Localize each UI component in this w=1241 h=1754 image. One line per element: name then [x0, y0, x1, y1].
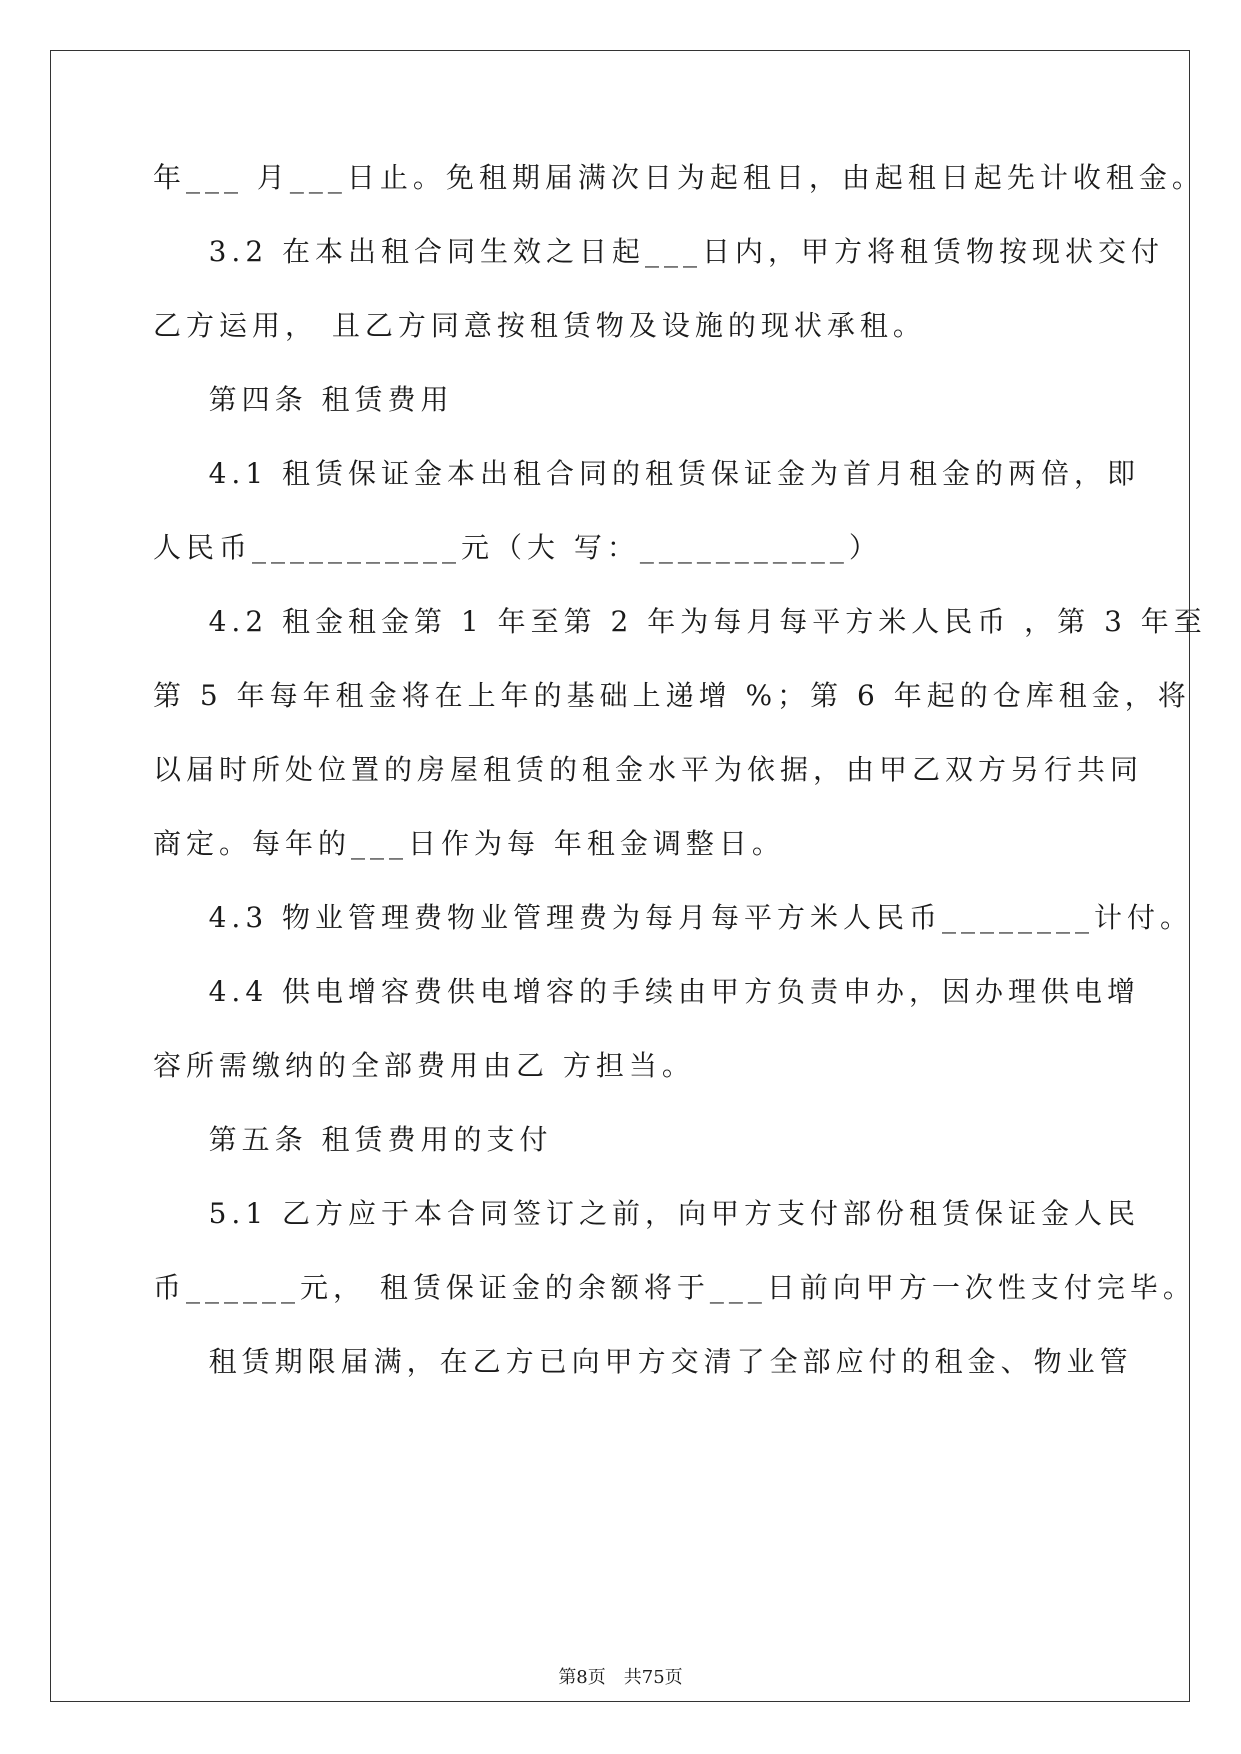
text-line: 商定。每年的___日作为每 年租金调整日。	[153, 827, 785, 860]
text-line: 第 5 年每年租金将在上年的基础上递增 %；第 6 年起的仓库租金，将	[153, 679, 1191, 712]
text-line: 4.2 租金租金第 1 年至第 2 年为每月每平方米人民币 ，第 3 年至	[153, 605, 1207, 638]
total-pages: 共75页	[623, 1667, 683, 1688]
text-line: 租赁期限届满，在乙方已向甲方交清了全部应付的租金、物业管	[153, 1345, 1133, 1378]
text-line: 人民币___________元（大 写：___________）	[153, 531, 882, 564]
text-line: 年___ 月___日止。免租期届满次日为起租日，由起租日起先计收租金。	[153, 161, 1205, 194]
text-line: 5.1 乙方应于本合同签订之前，向甲方支付部份租赁保证金人民	[153, 1197, 1141, 1230]
text-line: 以届时所处位置的房屋租赁的租金水平为依据，由甲乙双方另行共同	[153, 753, 1144, 786]
section-heading: 第五条 租赁费用的支付	[153, 1123, 553, 1156]
page-border	[50, 50, 1190, 1702]
text-line: 币______元， 租赁保证金的余额将于___日前向甲方一次性支付完毕。	[153, 1271, 1196, 1304]
text-line: 4.4 供电增容费供电增容的手续由甲方负责申办，因办理供电增	[153, 975, 1141, 1008]
text-line: 容所需缴纳的全部费用由乙 方担当。	[153, 1049, 695, 1082]
text-line: 4.1 租赁保证金本出租合同的租赁保证金为首月租金的两倍，即	[153, 457, 1141, 490]
page-number: 第8页	[558, 1667, 606, 1688]
text-line: 3.2 在本出租合同生效之日起___日内，甲方将租赁物按现状交付	[153, 235, 1165, 268]
text-line: 乙方运用， 且乙方同意按租赁物及设施的现状承租。	[153, 309, 926, 342]
section-heading: 第四条 租赁费用	[153, 383, 454, 416]
text-line: 4.3 物业管理费物业管理费为每月每平方米人民币________计付。	[153, 901, 1194, 934]
page-footer	[0, 1666, 1241, 1690]
